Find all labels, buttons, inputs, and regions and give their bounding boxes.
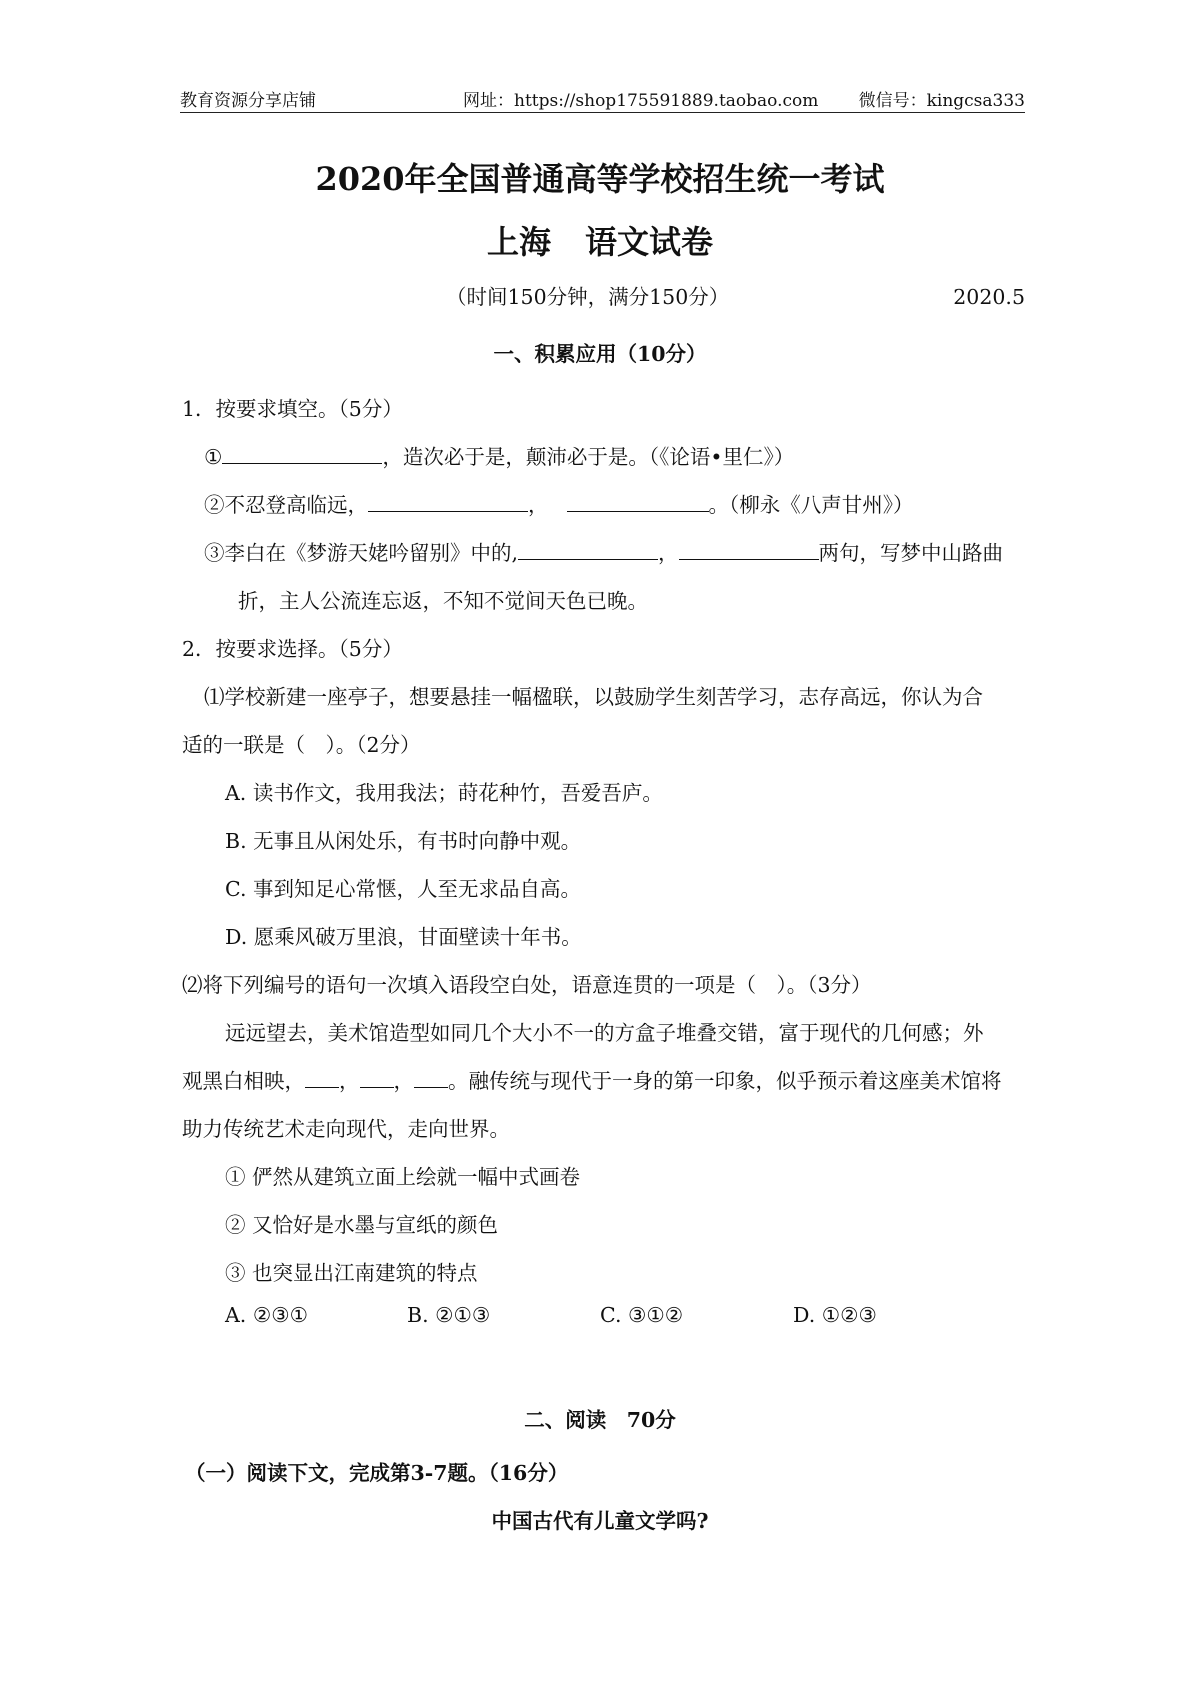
- q1-item3: ③李白在《梦游天姥吟留别》中的, ， 两句，写梦中山路曲: [204, 541, 1004, 565]
- p1-option-b[interactable]: B. 无事且从闲处乐，有书时向静中观。: [225, 829, 582, 853]
- q1-item1: ① ，造次必于是，颠沛必于是。（《论语•里仁》）: [204, 445, 795, 469]
- answer-blank[interactable]: [305, 1067, 339, 1088]
- q2-p2-stem: ⑵将下列编号的语句一次填入语段空白处，语意连贯的一项是（ ）。（3分）: [182, 973, 872, 997]
- exam-date: 2020.5: [953, 285, 1025, 309]
- time-note: （时间150分钟，满分150分）: [446, 285, 730, 309]
- article-title: 中国古代有儿童文学吗?: [491, 1509, 709, 1533]
- exam-subtitle: [0, 222, 1200, 262]
- p2-option-d[interactable]: D. ①②③: [793, 1303, 877, 1327]
- p2-option-a[interactable]: A. ②③①: [225, 1303, 308, 1327]
- subject-label: 语文试卷: [585, 223, 714, 261]
- q2-p1-line2: 适的一联是（ ）。（2分）: [182, 733, 421, 757]
- region-label: 上海: [486, 223, 551, 261]
- q2-stem: 2．按要求选择。（5分）: [182, 637, 403, 661]
- answer-blank[interactable]: [567, 491, 709, 512]
- section2-heading: 二、阅读 70分: [524, 1408, 676, 1432]
- p2-sentence-1: ① 俨然从建筑立面上绘就一幅中式画卷: [225, 1165, 581, 1189]
- section1-heading: 一、积累应用（10分）: [493, 342, 707, 366]
- answer-blank[interactable]: [679, 539, 819, 560]
- section2-sub1: （一）阅读下文，完成第3-7题。（16分）: [185, 1461, 569, 1485]
- p2-sentence-3: ③ 也突显出江南建筑的特点: [225, 1261, 478, 1285]
- wechat-id: 微信号：kingcsa333: [858, 91, 1025, 111]
- shop-url: 网址：https://shop175591889.taobao.com: [463, 91, 819, 111]
- answer-blank[interactable]: [360, 1067, 394, 1088]
- shop-name: 教育资源分享店铺: [180, 91, 316, 111]
- q1-item2: ②不忍登高临远， ， 。（柳永《八声甘州》）: [204, 493, 914, 517]
- p2-option-c[interactable]: C. ③①②: [600, 1303, 684, 1327]
- p2-sentence-2: ② 又恰好是水墨与宣纸的颜色: [225, 1213, 499, 1237]
- q2-p1-line1: ⑴学校新建一座亭子，想要悬挂一幅楹联，以鼓励学生刻苦学习，志存高远，你认为合: [204, 685, 983, 709]
- answer-blank[interactable]: [368, 491, 528, 512]
- page-header: [180, 82, 1025, 113]
- p2-para-line1: 远远望去，美术馆造型如同几个大小不一的方盒子堆叠交错，富于现代的几何感；外: [225, 1021, 984, 1045]
- q1-stem: 1．按要求填空。（5分）: [182, 397, 403, 421]
- p1-option-a[interactable]: A. 读书作文，我用我法；莳花种竹，吾爱吾庐。: [225, 781, 663, 805]
- answer-blank[interactable]: [518, 539, 658, 560]
- p2-para-line3: 助力传统艺术走向现代，走向世界。: [182, 1117, 510, 1141]
- p2-option-b[interactable]: B. ②①③: [407, 1303, 491, 1327]
- exam-title: 2020年全国普通高等学校招生统一考试: [315, 160, 885, 198]
- p1-option-d[interactable]: D. 愿乘风破万里浪，甘面壁读十年书。: [225, 925, 582, 949]
- answer-blank[interactable]: [222, 443, 382, 464]
- answer-blank[interactable]: [414, 1067, 448, 1088]
- p1-option-c[interactable]: C. 事到知足心常惬，人至无求品自高。: [225, 877, 581, 901]
- p2-para-line2: 观黑白相映， ， ， 。融传统与现代于一身的第一印象，似乎预示着这座美术馆将: [182, 1069, 1002, 1093]
- q1-item3-cont: 折，主人公流连忘返，不知不觉间天色已晚。: [238, 589, 648, 613]
